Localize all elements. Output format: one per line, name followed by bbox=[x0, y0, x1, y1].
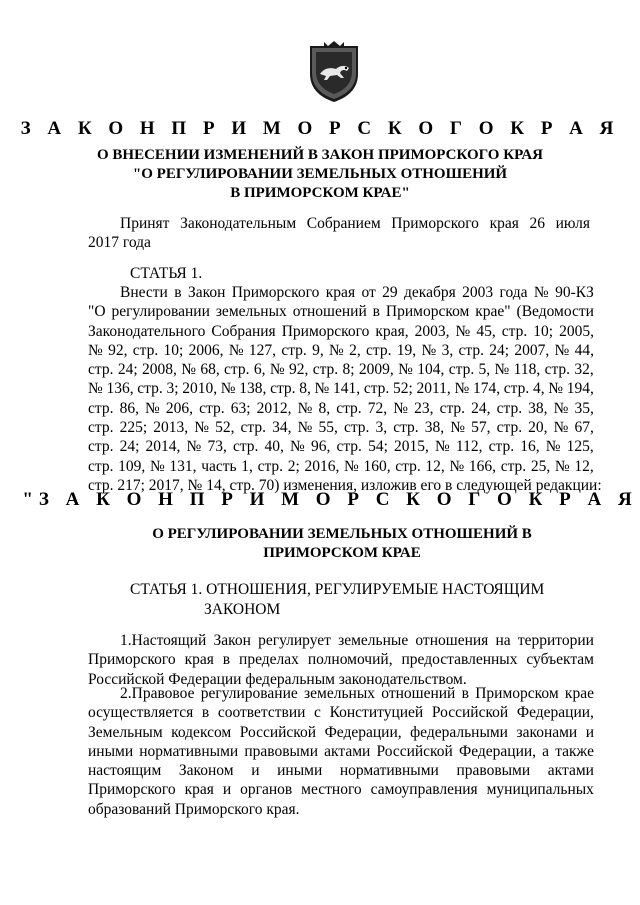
article-1-line-6: № 136, стр. 3; 2010, № 138, стр. 8, № 141, стр. 52; 2011, № 174, стр. 4, № 194, bbox=[88, 380, 594, 398]
article-1-line-1: Внести в Закон Приморского края от 29 декабря 2003 года № 90-КЗ bbox=[120, 284, 594, 301]
clause-1-line-last: Российской Федерации федеральным законодательством. bbox=[88, 670, 467, 688]
clause-1-line-1: 1.Настоящий Закон регулирует земельные отношения на территории bbox=[120, 632, 594, 649]
clause-2-line-1: 2.Правовое регулирование земельных отношений в Приморском крае bbox=[120, 685, 594, 702]
article-1-line-last: стр. 217; 2017, № 14, стр. 70) изменения, изложив его в следующей редакции: bbox=[88, 476, 602, 494]
amendment-title bbox=[0, 146, 640, 203]
article-1-line-3: Законодательного Собрания Приморского края, 2003, № 45, стр. 10; 2005, bbox=[88, 322, 594, 340]
clause-2-line-6: Приморского края и органов местного самоуправления муниципальных bbox=[88, 781, 594, 799]
article-1-body bbox=[88, 283, 602, 495]
article-1-line-10: стр. 109, № 131, часть 1, стр. 2; 2016, № 160, стр. 12, № 166, стр. 25, № 12, bbox=[88, 457, 594, 475]
adoption-line-2: 2017 года bbox=[88, 234, 151, 252]
article-1-line-5: стр. 24; 2008, № 68, стр. 6, № 92, стр. 8; 2009, № 104, стр. 5, № 118, стр. 32, bbox=[88, 361, 594, 379]
law-title-line-1: О РЕГУЛИРОВАНИИ ЗЕМЕЛЬНЫХ ОТНОШЕНИЙ В bbox=[152, 526, 532, 542]
article-1-title bbox=[130, 580, 544, 619]
article-1-title-line-2: ЗАКОНОМ bbox=[204, 600, 281, 618]
clause-2 bbox=[88, 684, 594, 819]
clause-2-line-last: образований Приморского края. bbox=[88, 800, 300, 818]
law-title-line-2: ПРИМОРСКОМ КРАЕ bbox=[263, 545, 421, 561]
article-1-line-7: стр. 86, № 206, стр. 63; 2012, № 8, стр. 72, № 23, стр. 24, стр. 38, № 35, bbox=[88, 399, 594, 417]
article-1-line-2: "О регулировании земельных отношений в Приморском крае" (Ведомости bbox=[88, 303, 594, 321]
clause-2-line-2: осуществляется в соответствии с Конституцией Российской Федерации, bbox=[88, 704, 594, 722]
article-1-label: СТАТЬЯ 1. bbox=[130, 265, 203, 282]
law-heading: З А К О Н П Р И М О Р С К О Г О К Р А Я bbox=[20, 118, 620, 139]
amendment-title-line-1: О ВНЕСЕНИИ ИЗМЕНЕНИЙ В ЗАКОН ПРИМОРСКОГО КРАЯ bbox=[97, 147, 543, 163]
clause-2-line-5: настоящим Законом и иными нормативными правовыми актами bbox=[88, 762, 594, 780]
primorsky-krai-coat-of-arms-icon bbox=[306, 40, 362, 104]
clause-2-line-3: Земельным кодексом Российской Федерации, федеральными законами и bbox=[88, 723, 594, 741]
clause-1 bbox=[88, 631, 594, 689]
clause-1-line-2: Приморского края в пределах полномочий, предоставленных субъектам bbox=[88, 651, 594, 669]
amendment-title-line-3: В ПРИМОРСКОМ КРАЕ" bbox=[230, 185, 410, 201]
clause-2-line-4: иными нормативными правовыми актами Российской Федерации, а также bbox=[88, 742, 594, 760]
adoption-statement bbox=[88, 214, 590, 253]
article-1-line-8: стр. 225; 2013, № 52, стр. 34, № 55, стр. 3, стр. 38, № 57, стр. 20, № 67, bbox=[88, 419, 594, 437]
article-1-line-9: стр. 24; 2014, № 73, стр. 40, № 96, стр. 54; 2015, № 112, стр. 16, № 125, bbox=[88, 438, 594, 456]
quoted-law-heading: "З А К О Н П Р И М О Р С К О Г О К Р А Я bbox=[22, 489, 638, 510]
adoption-line-1: Принят Законодательным Собранием Приморского края 26 июля bbox=[120, 215, 590, 232]
amendment-title-line-2: "О РЕГУЛИРОВАНИИ ЗЕМЕЛЬНЫХ ОТНОШЕНИЙ bbox=[132, 166, 508, 182]
law-title bbox=[22, 525, 640, 563]
article-1-title-line-1: СТАТЬЯ 1. ОТНОШЕНИЯ, РЕГУЛИРУЕМЫЕ НАСТОЯЩИМ bbox=[130, 581, 545, 598]
article-1-line-4: № 92, стр. 10; 2006, № 127, стр. 9, № 2, стр. 19, № 3, стр. 24; 2007, № 44, bbox=[88, 341, 594, 359]
